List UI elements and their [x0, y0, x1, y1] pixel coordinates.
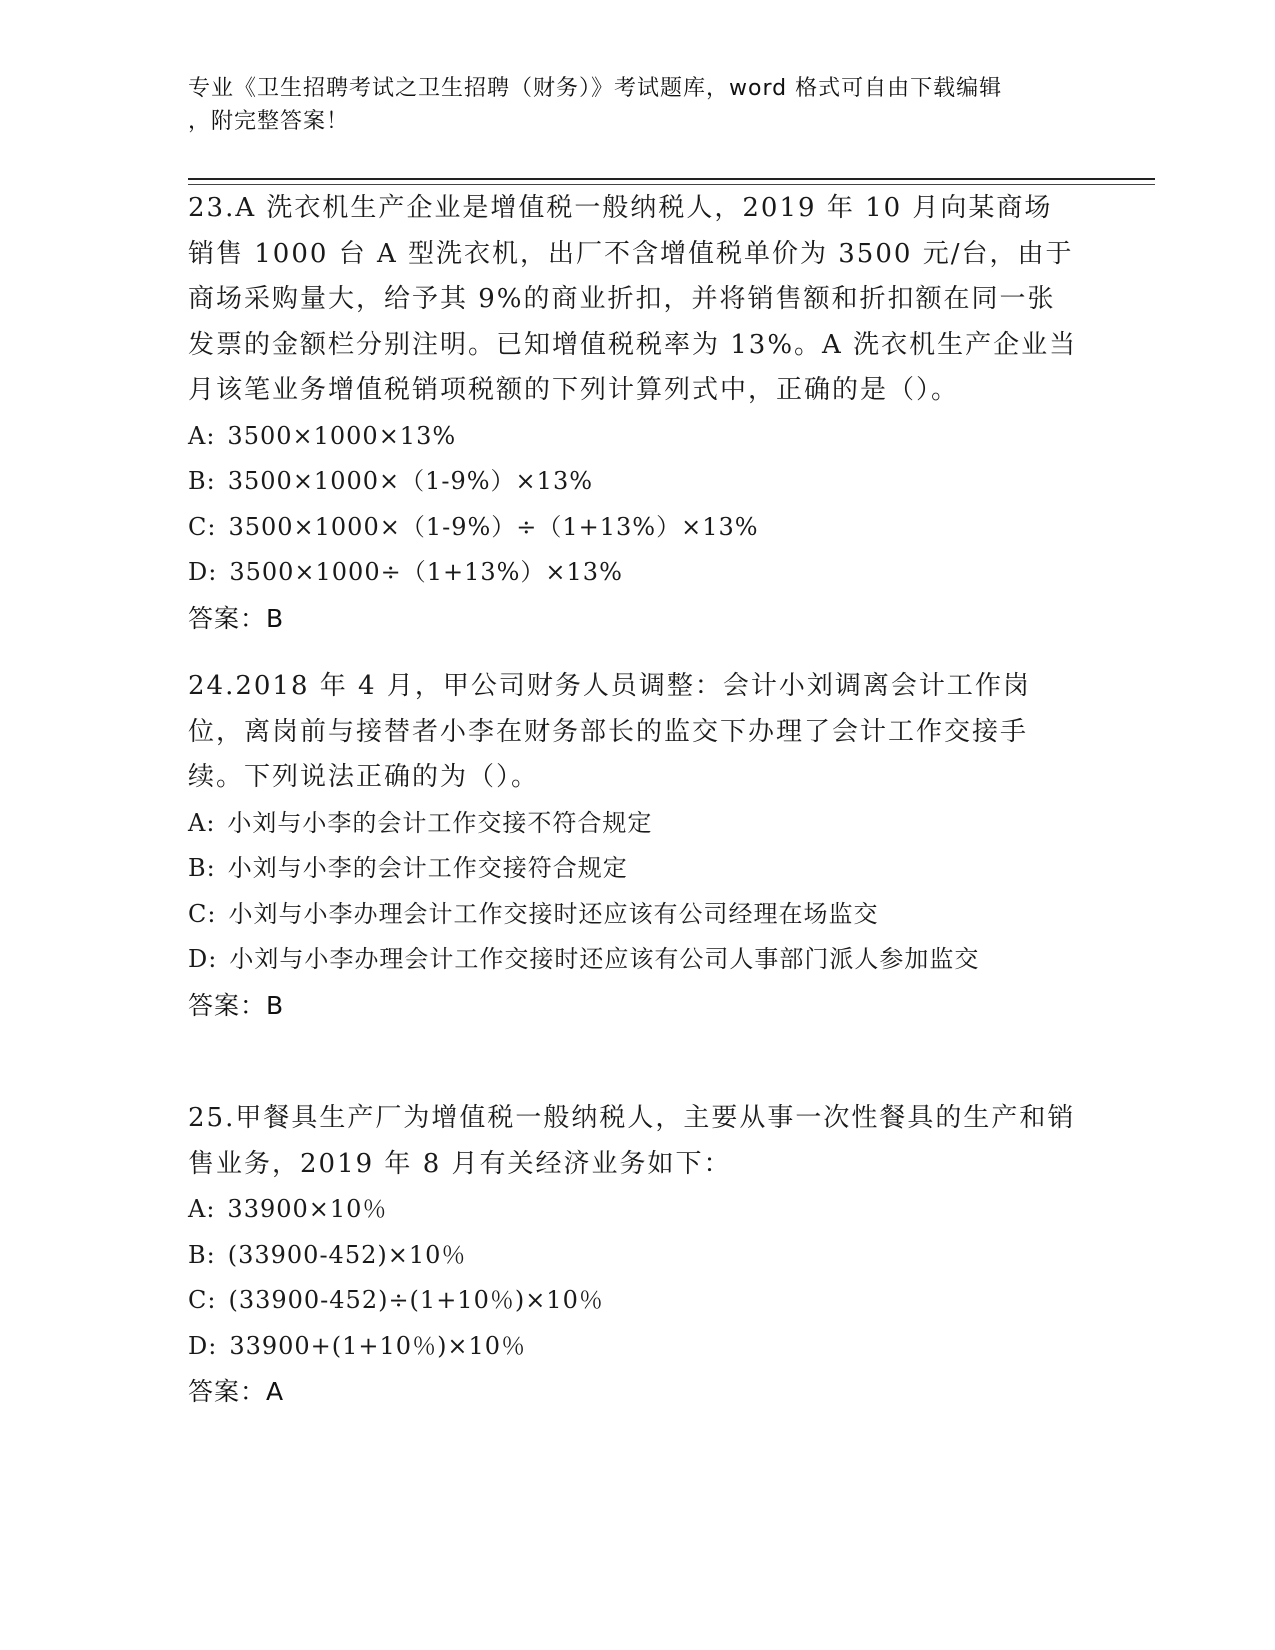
option-key: C:	[188, 1286, 217, 1314]
option-text: 3500×1000×13%	[227, 421, 457, 450]
option-a	[188, 414, 1078, 460]
option-c	[188, 892, 1078, 938]
answer-line: 答案：B	[188, 990, 285, 1020]
option-key: C:	[188, 899, 217, 928]
option-text: 3500×1000×（1-9%）÷（1+13%）×13%	[228, 512, 759, 541]
question-25	[188, 1096, 1078, 1415]
question-stem: 25.甲餐具生产厂为增值税一般纳税人，主要从事一次性餐具的生产和销售业务，2019 年 8 月有关经济业务如下：	[188, 1103, 1076, 1179]
option-b	[188, 846, 1078, 892]
option-b	[188, 1233, 1078, 1279]
option-c	[188, 505, 1078, 551]
option-key: B:	[188, 854, 216, 882]
option-d	[188, 937, 1078, 983]
question-stem: 24.2018 年 4 月，甲公司财务人员调整：会计小刘调离会计工作岗位，离岗前与接替者小李在财务部长的监交下办理了会计工作交接手续。下列说法正确的为（）。	[188, 671, 1031, 792]
option-text: 33900×10％	[227, 1195, 388, 1223]
answer-line: 答案：A	[188, 1377, 285, 1406]
option-text: 小刘与小李的会计工作交接不符合规定	[227, 808, 653, 837]
option-text: 小刘与小李办理会计工作交接时还应该有公司人事部门派人参加监交	[229, 945, 980, 973]
question-stem: 23.A 洗衣机生产企业是增值税一般纳税人，2019 年 10 月向某商场销售 1000 台 A 型洗衣机，出厂不含增值税单价为 3500 元/台，由于商场采购量大，给予其 9%的商业折扣，并将销售额和折扣额在同一张发票的金额栏分别注明。已知增值税税率为 13%。A 洗衣机生产企业当月该笔业务增值税销项税额的下列计算列式中，正确的是（）。	[188, 193, 1078, 405]
option-d	[188, 550, 1078, 596]
document-header	[188, 72, 1088, 138]
option-b	[188, 459, 1078, 505]
option-text: 3500×1000×（1-9%）×13%	[227, 467, 594, 495]
option-key: B:	[188, 467, 216, 495]
option-text: (33900-452)÷(1+10％)×10％	[228, 1286, 604, 1314]
option-key: B:	[188, 1240, 216, 1269]
option-key: D:	[188, 945, 218, 973]
option-a	[188, 801, 1078, 847]
option-c	[188, 1278, 1078, 1324]
header-line-1: 专业《卫生招聘考试之卫生招聘（财务）》考试题库，word 格式可自由下载编辑	[188, 76, 1003, 101]
question-23	[188, 186, 1078, 641]
header-divider-thick	[188, 178, 1155, 180]
option-text: 3500×1000÷（1+13%）×13%	[229, 558, 623, 586]
option-key: C:	[188, 512, 217, 541]
option-text: 33900+(1+10％)×10％	[229, 1331, 527, 1360]
header-divider-thin	[188, 184, 1155, 185]
option-key: D:	[188, 558, 218, 586]
option-text: 小刘与小李办理会计工作交接时还应该有公司经理在场监交	[228, 899, 879, 928]
question-24	[188, 664, 1078, 1028]
answer-line: 答案：B	[188, 603, 285, 633]
option-d	[188, 1324, 1078, 1370]
option-key: D:	[188, 1331, 218, 1360]
option-text: (33900-452)×10％	[227, 1240, 467, 1269]
option-a	[188, 1187, 1078, 1233]
option-text: 小刘与小李的会计工作交接符合规定	[227, 854, 628, 882]
option-key: A:	[188, 808, 216, 837]
header-line-2: ，附完整答案！	[188, 109, 350, 134]
option-key: A:	[188, 421, 216, 450]
option-key: A:	[188, 1195, 216, 1223]
